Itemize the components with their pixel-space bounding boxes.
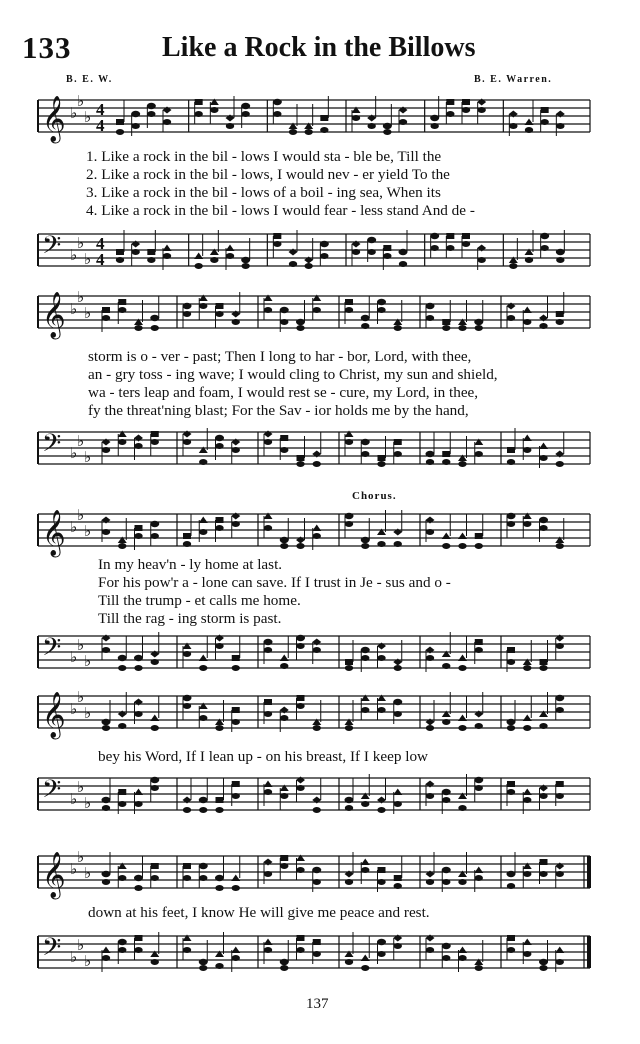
svg-text:♭: ♭ [84, 250, 92, 268]
svg-text:♭: ♭ [70, 246, 78, 264]
svg-text:𝄞: 𝄞 [42, 510, 66, 556]
svg-text:♭: ♭ [77, 92, 85, 110]
svg-text:♭: ♭ [84, 448, 92, 466]
verse-3-line: 3. Like a rock in the bil - lows of a boil - ing sea, When its [86, 184, 441, 201]
svg-text:𝄢: 𝄢 [42, 775, 62, 810]
svg-text:♭: ♭ [84, 794, 92, 812]
chorus-line: bey his Word, If I lean up - on his breast, If I keep low [98, 748, 429, 765]
verse-3-line: wa - ters leap and foam, I would rest se - cure, my Lord, in thee, [88, 384, 479, 401]
svg-text:♭: ♭ [70, 300, 78, 318]
verse-1-line: 1. Like a rock in the bil - lows I would sta - ble be, Till the [86, 148, 442, 165]
svg-text:♭: ♭ [84, 652, 92, 670]
music-credit: B. E. Warren. [474, 74, 553, 85]
svg-text:♭: ♭ [84, 864, 92, 882]
svg-text:♭: ♭ [84, 108, 92, 126]
bass-staff-1 [38, 230, 590, 270]
verse-1-line: storm is o - ver - past; Then I long to har - bor, Lord, with thee, [88, 348, 472, 365]
chorus-line: For his pow'r a - lone can save. If I trust in Je - sus and o - [98, 574, 451, 591]
svg-text:4: 4 [96, 100, 105, 119]
svg-text:4: 4 [96, 250, 105, 269]
bass-staff-2 [38, 428, 590, 468]
svg-text:♭: ♭ [70, 444, 78, 462]
svg-text:♭: ♭ [77, 688, 85, 706]
treble-staff-1 [38, 92, 590, 142]
svg-text:♭: ♭ [77, 936, 85, 954]
svg-text:♭: ♭ [70, 700, 78, 718]
hymn-number: 133 [22, 30, 72, 65]
svg-text:𝄢: 𝄢 [42, 231, 62, 266]
svg-text:♭: ♭ [70, 948, 78, 966]
svg-text:♭: ♭ [84, 522, 92, 540]
verse-4-line: Till the rag - ing storm is past. [98, 610, 282, 627]
treble-staff-2 [38, 288, 590, 338]
svg-text:♭: ♭ [70, 860, 78, 878]
page-number: 137 [306, 996, 329, 1012]
verse-1-line: In my heav'n - ly home at last. [98, 556, 283, 573]
svg-text:♭: ♭ [70, 104, 78, 122]
words-credit: B. E. W. [66, 74, 113, 85]
svg-text:♭: ♭ [77, 636, 85, 654]
treble-staff-4 [38, 688, 590, 738]
svg-text:♭: ♭ [70, 518, 78, 536]
svg-text:♭: ♭ [77, 778, 85, 796]
hymn-title: Like a Rock in the Billows [162, 32, 476, 63]
svg-text:4: 4 [96, 234, 105, 253]
verse-2-line: 2. Like a rock in the bil - lows, I would nev - er yield To the [86, 166, 450, 183]
treble-staff-3 [38, 506, 590, 556]
verse-2-line: an - gry toss - ing wave; I would cling to Christ, my sun and shield, [88, 366, 498, 383]
treble-staff-5 [38, 848, 590, 898]
svg-text:♭: ♭ [70, 790, 78, 808]
svg-text:♭: ♭ [77, 288, 85, 306]
svg-text:♭: ♭ [77, 506, 85, 524]
svg-text:♭: ♭ [77, 432, 85, 450]
svg-text:♭: ♭ [84, 704, 92, 722]
svg-text:♭: ♭ [84, 952, 92, 970]
svg-text:𝄢: 𝄢 [42, 429, 62, 464]
svg-text:𝄞: 𝄞 [42, 292, 66, 338]
bass-staff-5 [38, 932, 590, 972]
svg-text:𝄢: 𝄢 [42, 933, 62, 968]
svg-text:𝄞: 𝄞 [42, 692, 66, 738]
svg-text:𝄞: 𝄞 [42, 852, 66, 898]
svg-text:𝄢: 𝄢 [42, 633, 62, 668]
svg-text:♭: ♭ [84, 304, 92, 322]
verse-4-line: 4. Like a rock in the bil - lows I would fear - less stand And de - [86, 202, 475, 219]
chorus-label: Chorus. [352, 490, 397, 502]
bass-staff-3 [38, 632, 590, 672]
svg-text:♭: ♭ [77, 234, 85, 252]
chorus-line: down at his feet, I know He will give me peace and rest. [88, 904, 430, 921]
svg-text:♭: ♭ [70, 648, 78, 666]
svg-text:♭: ♭ [77, 848, 85, 866]
svg-text:4: 4 [96, 116, 105, 135]
verse-3-line: Till the trump - et calls me home. [98, 592, 301, 609]
bass-staff-4 [38, 774, 590, 814]
svg-text:𝄞: 𝄞 [42, 96, 66, 142]
verse-4-line: fy the threat'ning blast; For the Sav - ior holds me by the hand, [88, 402, 469, 419]
